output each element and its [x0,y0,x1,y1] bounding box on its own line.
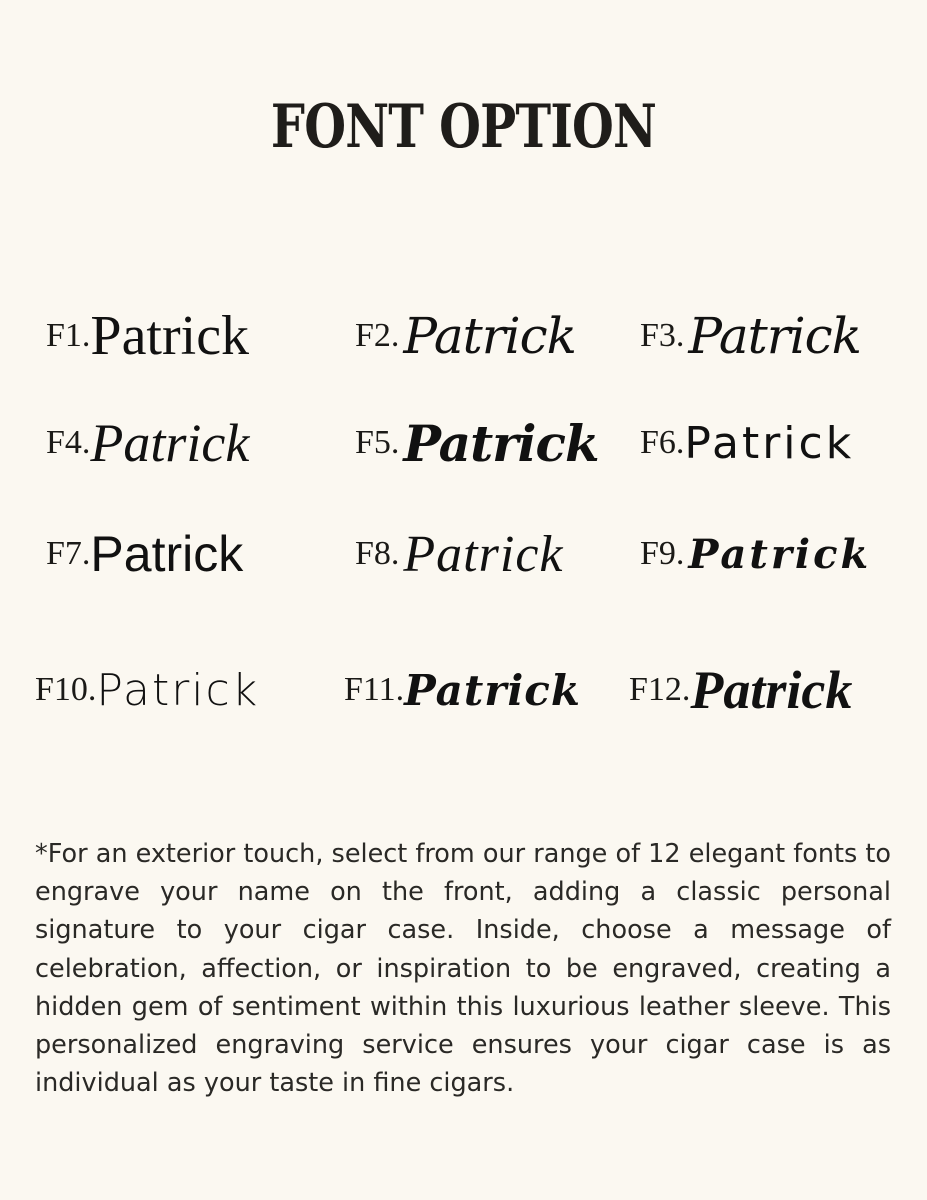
page-title: FONT OPTION [270,92,657,162]
font-option-f7 [46,509,243,599]
font-code: F3. [640,317,685,354]
font-sample: Patrick [403,413,599,473]
font-option-f1 [46,291,249,381]
font-sample: Patrick [90,526,244,582]
font-code: F9. [640,535,685,572]
font-sample: Patrick [403,525,564,583]
font-option-f3 [640,291,861,381]
font-option-f9 [640,509,871,599]
font-code: F1. [46,317,91,354]
font-code: F7. [46,535,91,572]
font-sample: Patrick [688,530,872,578]
font-sample: Patrick [90,305,250,367]
font-sample: Patrick [404,665,581,715]
description-text: *For an exterior touch, select from our range of 12 elegant fonts to engrave your name on the front, adding a classic personal signature to your cigar case. Inside, choose a message of celebration, affection, or inspiration to be engraved, creating a hidden gem of sentiment within this luxurious leather sleeve. This personalized engraving service ensures your cigar case is as individual as your taste in fine cigars. [35,839,891,1099]
font-option-f2 [355,291,576,381]
font-code: F4. [46,424,91,461]
font-code: F2. [355,317,400,354]
font-sample: Patrick [90,413,250,473]
font-option-f6 [640,398,854,488]
font-sample: Patrick [688,307,861,365]
font-option-f12 [629,645,852,735]
font-sample: Patrick [690,660,853,720]
font-code: F5. [355,424,400,461]
font-option-f8 [355,509,563,599]
font-code: F6. [640,424,685,461]
font-sample: Patrick [96,664,260,716]
font-code: F12. [629,671,691,708]
font-option-f11 [344,645,581,735]
font-code: F10. [35,671,97,708]
font-option-f10 [35,645,259,735]
font-option-f5 [355,398,599,488]
font-sample: Patrick [403,307,576,365]
font-option-f4 [46,398,249,488]
font-code: F8. [355,535,400,572]
font-sample: Patrick [684,417,855,469]
font-code: F11. [344,671,405,708]
